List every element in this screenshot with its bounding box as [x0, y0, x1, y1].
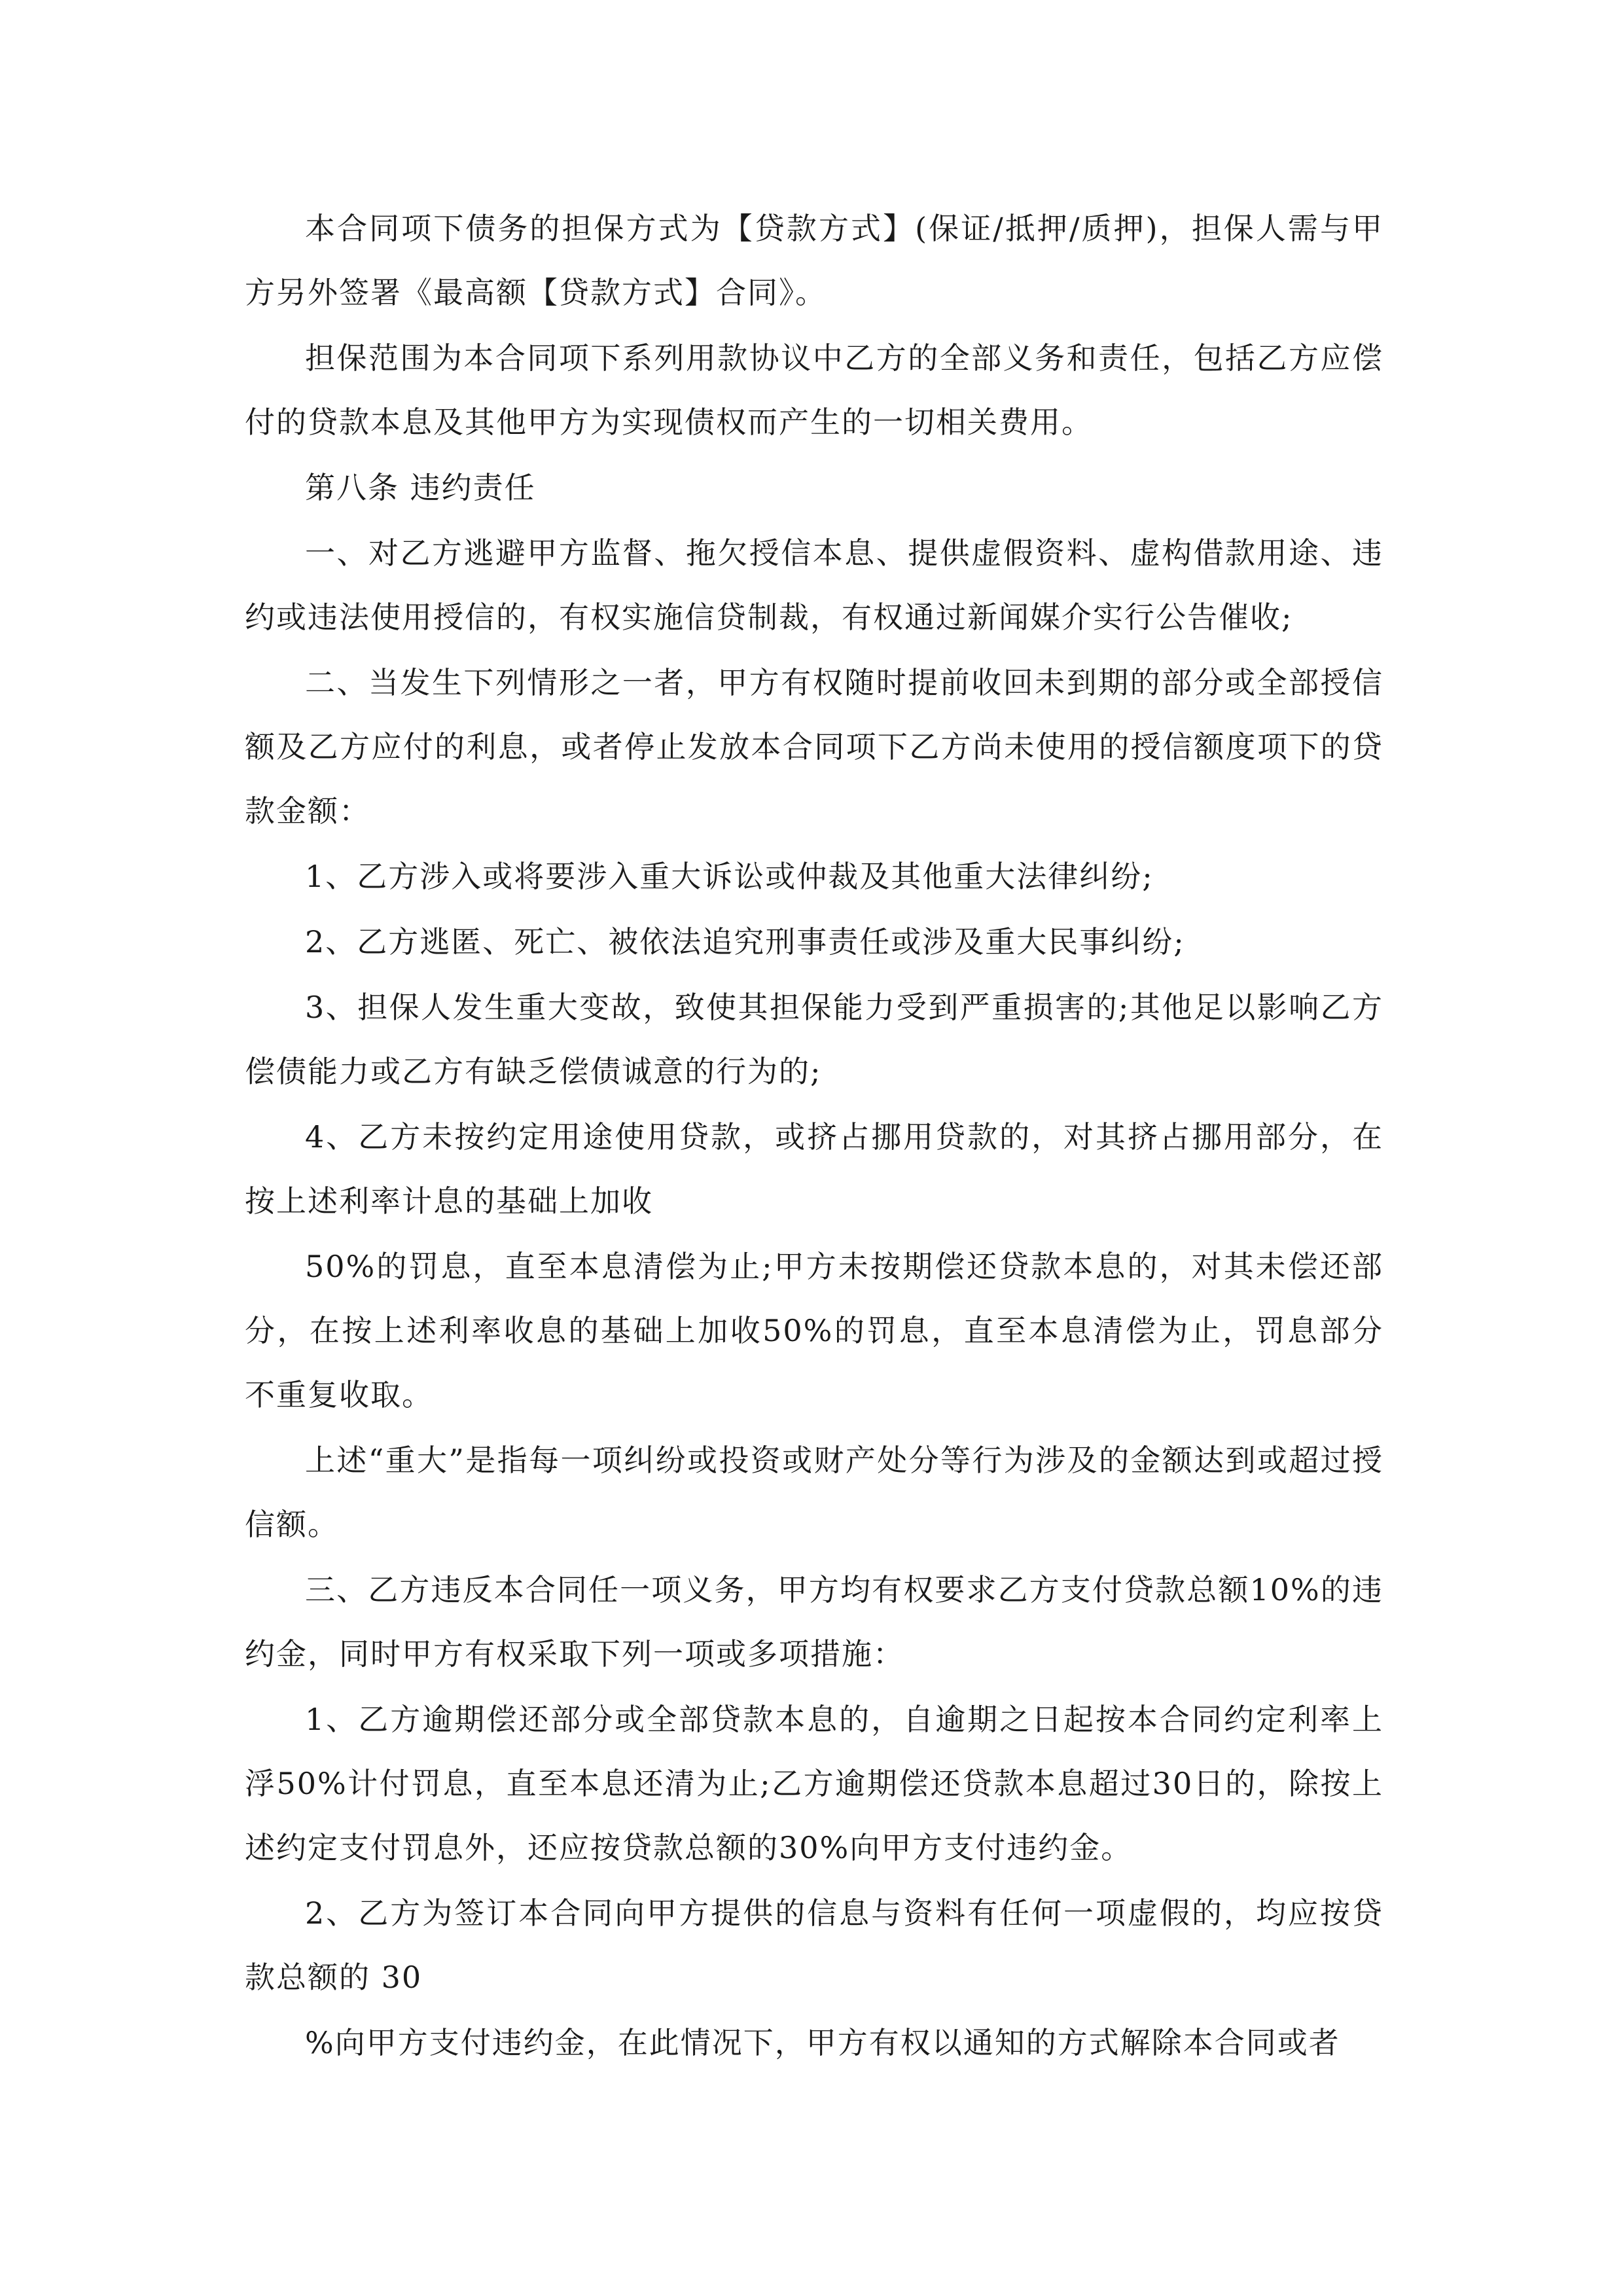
paragraph-clause-3: 三、乙方违反本合同任一项义务，甲方均有权要求乙方支付贷款总额10%的违约金，同时甲方有权采取下列一项或多项措施： — [245, 1572, 1383, 1672]
list-item-overdue: 1、乙方逾期偿还部分或全部贷款本息的，自逾期之日起按本合同约定利率上浮50%计付罚息，直至本息还清为止;乙方逾期偿还贷款本息超过30日的，除按上述约定支付罚息外，还应按贷款总额的30%向甲方支付违约金。 — [245, 1702, 1383, 1865]
paragraph-penalty-interest: 50%的罚息，直至本息清偿为止;甲方未按期偿还贷款本息的，对其未偿还部分，在按上述利率收息的基础上加收50%的罚息，直至本息清偿为止，罚息部分不重复收取。 — [245, 1249, 1383, 1412]
paragraph-guarantee-scope: 担保范围为本合同项下系列用款协议中乙方的全部义务和责任，包括乙方应偿付的贷款本息及其他甲方为实现债权而产生的一切相关费用。 — [245, 340, 1383, 440]
paragraph-guarantee-method: 本合同项下债务的担保方式为【贷款方式】(保证/抵押/质押)，担保人需与甲方另外签署《最高额【贷款方式】合同》。 — [245, 211, 1383, 310]
article-heading: 第八条 违约责任 — [305, 470, 536, 505]
paragraph-definition-major: 上述“重大”是指每一项纠纷或投资或财产处分等行为涉及的金额达到或超过授信额。 — [245, 1443, 1383, 1542]
paragraph-continuation: %向甲方支付违约金，在此情况下，甲方有权以通知的方式解除本合同或者 — [305, 2025, 1340, 2060]
list-item-2: 2、乙方逃匿、死亡、被依法追究刑事责任或涉及重大民事纠纷; — [305, 924, 1185, 960]
list-item-4: 4、乙方未按约定用途使用贷款，或挤占挪用贷款的，对其挤占挪用部分，在按上述利率计息的基础上加收 — [245, 1119, 1383, 1219]
document-body — [245, 196, 1383, 2076]
list-item-false-info: 2、乙方为签订本合同向甲方提供的信息与资料有任何一项虚假的，均应按贷款总额的 30 — [245, 1895, 1383, 1995]
paragraph-clause-1: 一、对乙方逃避甲方监督、拖欠授信本息、提供虚假资料、虚构借款用途、违约或违法使用授信的，有权实施信贷制裁，有权通过新闻媒介实行公告催收; — [245, 535, 1383, 635]
list-item-1: 1、乙方涉入或将要涉入重大诉讼或仲裁及其他重大法律纠纷; — [305, 859, 1154, 894]
list-item-3: 3、担保人发生重大变故，致使其担保能力受到严重损害的;其他足以影响乙方偿债能力或乙方有缺乏偿债诚意的行为的; — [245, 990, 1383, 1089]
paragraph-clause-2: 二、当发生下列情形之一者，甲方有权随时提前收回未到期的部分或全部授信额及乙方应付的利息，或者停止发放本合同项下乙方尚未使用的授信额度项下的贷款金额： — [245, 665, 1383, 829]
